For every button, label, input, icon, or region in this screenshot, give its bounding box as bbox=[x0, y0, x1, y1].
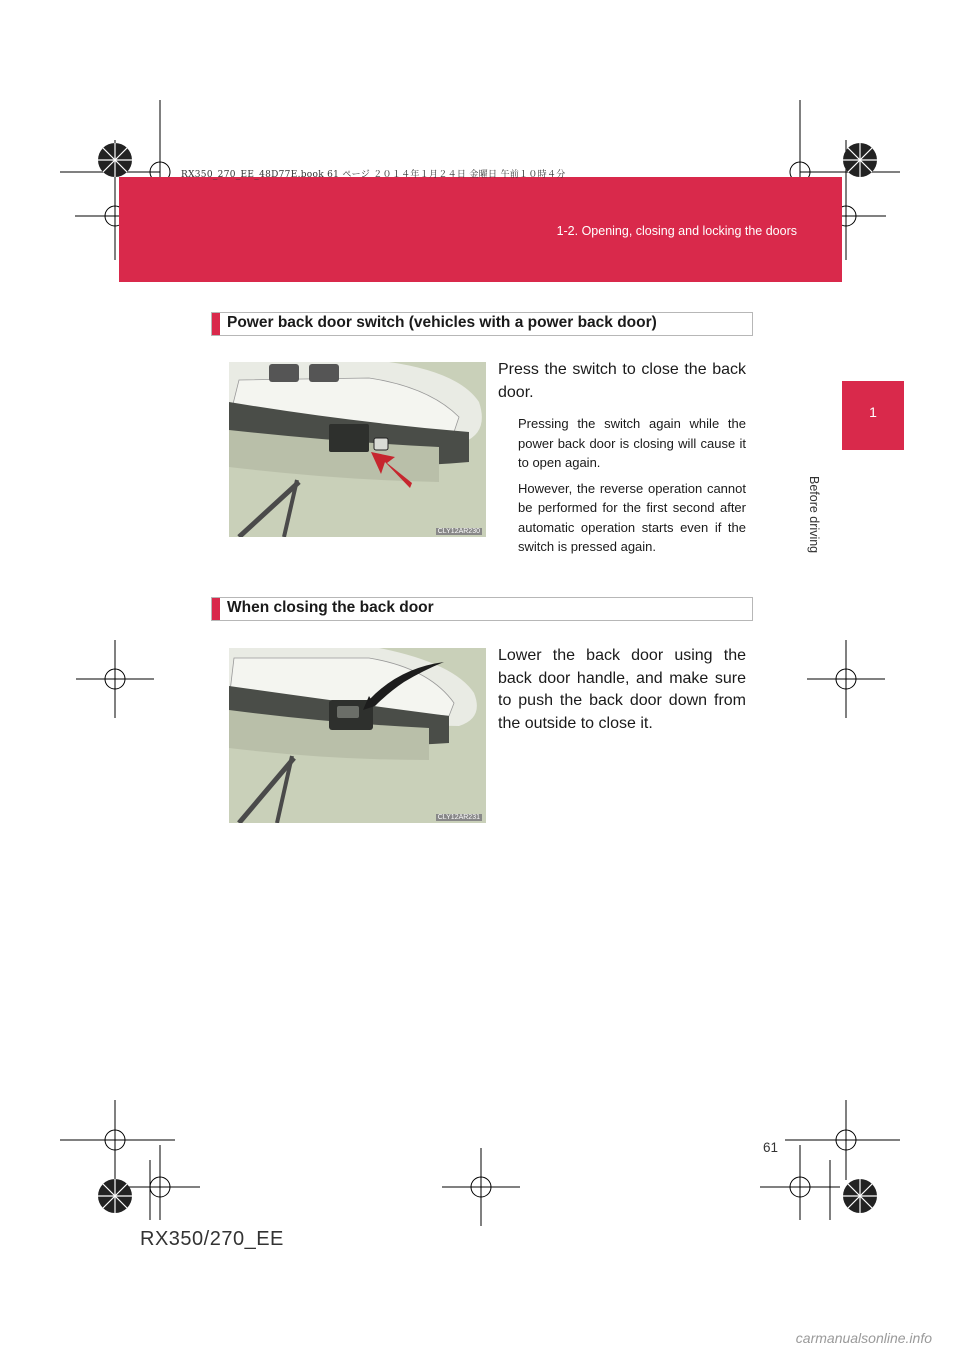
chapter-tab-label: Before driving bbox=[807, 476, 821, 554]
section-body-text bbox=[498, 645, 746, 735]
page-number: 61 bbox=[762, 1140, 778, 1155]
section-heading-text: When closing the back door bbox=[227, 599, 434, 616]
breadcrumb: 1-2. Opening, closing and locking the doors bbox=[556, 224, 797, 238]
section-heading-accent-bar bbox=[212, 598, 220, 620]
model-code: RX350/270_EE bbox=[140, 1228, 284, 1250]
note-paragraph: However, the reverse operation cannot be performed for the first second after automatic operation starts even if the switch is pressed again. bbox=[518, 480, 746, 554]
chapter-tab-number: 1 bbox=[869, 404, 877, 420]
section-notes bbox=[518, 414, 746, 557]
section-heading-accent-bar bbox=[212, 313, 220, 335]
print-info-line: RX350_270_EE_48D77E.book 61 ページ ２０１４年１月２４日 金曜日 午前１０時４分 bbox=[181, 170, 566, 180]
body-paragraph: Press the switch to close the back door. bbox=[498, 361, 746, 401]
power-back-door-switch-illustration bbox=[229, 362, 486, 537]
section-heading-text: Power back door switch (vehicles with a power back door) bbox=[227, 314, 657, 331]
body-paragraph: Lower the back door using the back door handle, and make sure to push the back door down from the outside to close it. bbox=[498, 647, 746, 732]
image-code: CLY12AR230 bbox=[437, 528, 480, 535]
section-heading-power-back-door-switch bbox=[211, 312, 753, 336]
section-body-text bbox=[498, 359, 746, 404]
image-code: CLY12AR231 bbox=[437, 814, 480, 821]
back-door-handle-illustration bbox=[229, 648, 486, 823]
watermark: carmanualsonline.info bbox=[795, 1330, 932, 1346]
note-paragraph: Pressing the switch again while the power back door is closing will cause it to open again. bbox=[518, 416, 746, 470]
section-heading-closing-back-door bbox=[211, 597, 753, 621]
